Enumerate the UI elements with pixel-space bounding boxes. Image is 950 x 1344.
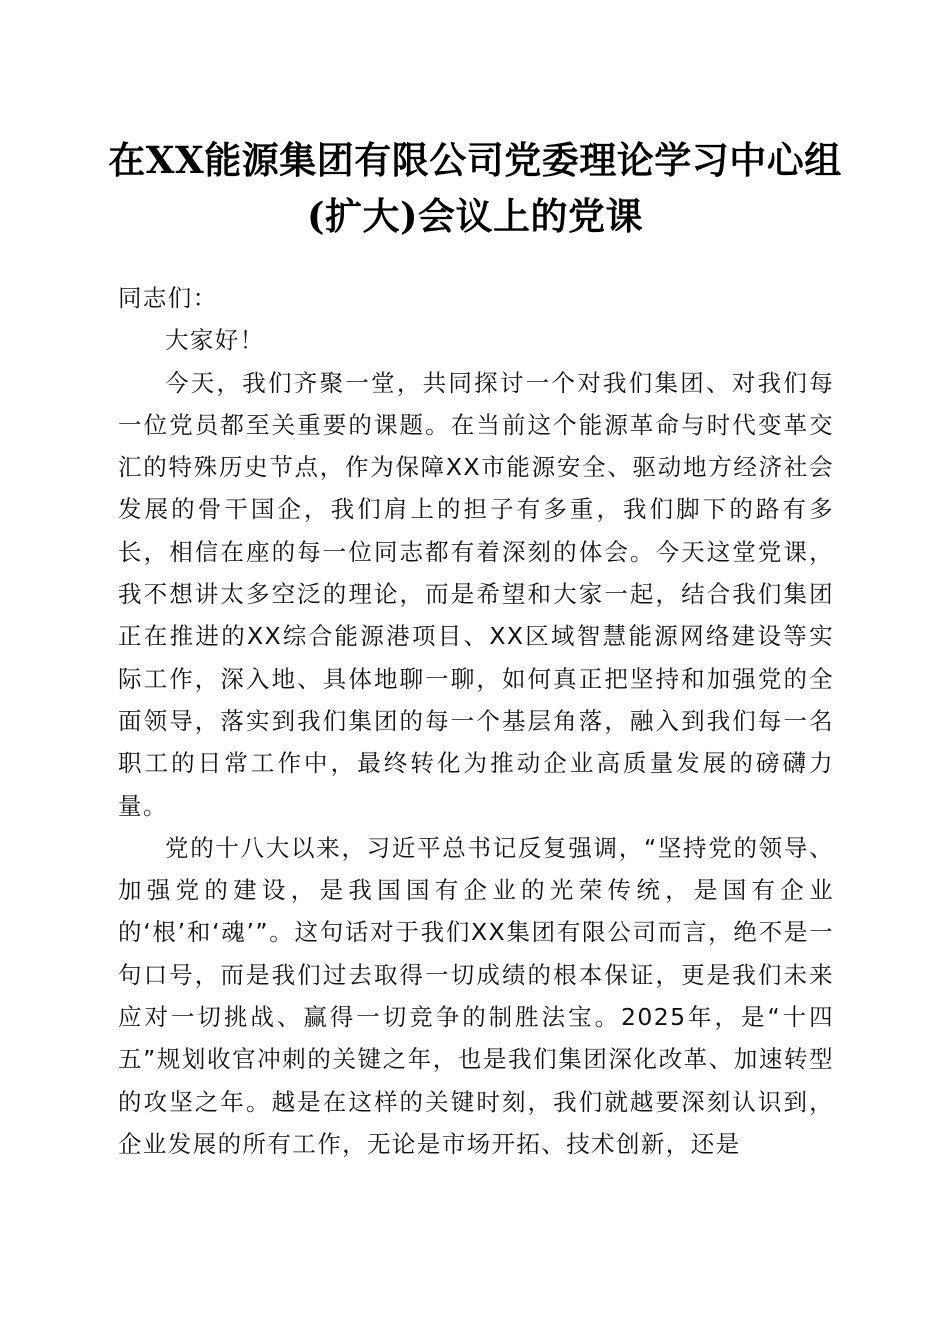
document-body xyxy=(118,277,834,1165)
paragraph-greeting: 大家好！ xyxy=(165,326,265,355)
paragraph-party-leadership: 党的十八大以来，习近平总书记反复强调，“坚持党的领导、加强党的建设，是我国国有企业的光荣传统，是国有企业的‘根’和‘魂’”。这句话对于我们XX集团有限公司而言，绝不是一句口号，而是我们过去取得一切成绩的根本保证，更是我们未来应对一切挑战、赢得一切竞争的制胜法宝。2025年，是“十四五”规划收官冲刺的关键之年，也是我们集团深化改革、加速转型的攻坚之年。越是在这样的关键时刻，我们就越要深刻认识到，企业发展的所有工作，无论是市场开拓、技术创新，还是 xyxy=(118,833,834,1158)
title-line-1: 在XX能源集团有限公司党委理论学习中心组 xyxy=(108,138,842,182)
document-title xyxy=(100,132,850,244)
title-line-2: (扩大)会议上的党课 xyxy=(306,194,643,238)
salutation: 同志们： xyxy=(118,284,218,312)
paragraph-intro: 今天，我们齐聚一堂，共同探讨一个对我们集团、对我们每一位党员都至关重要的课题。在当前这个能源革命与时代变革交汇的特殊历史节点，作为保障XX市能源安全、驱动地方经济社会发展的骨干国企，我们肩上的担子有多重，我们脚下的路有多长，相信在座的每一位同志都有着深刻的体会。今天这堂党课，我不想讲太多空泛的理论，而是希望和大家一起，结合我们集团正在推进的XX综合能源港项目、XX区域智慧能源网络建设等实际工作，深入地、具体地聊一聊，如何真正把坚持和加强党的全面领导，落实到我们集团的每一个基层角落，融入到我们每一名职工的日常工作中，最终转化为推动企业高质量发展的磅礴力量。 xyxy=(118,368,834,820)
